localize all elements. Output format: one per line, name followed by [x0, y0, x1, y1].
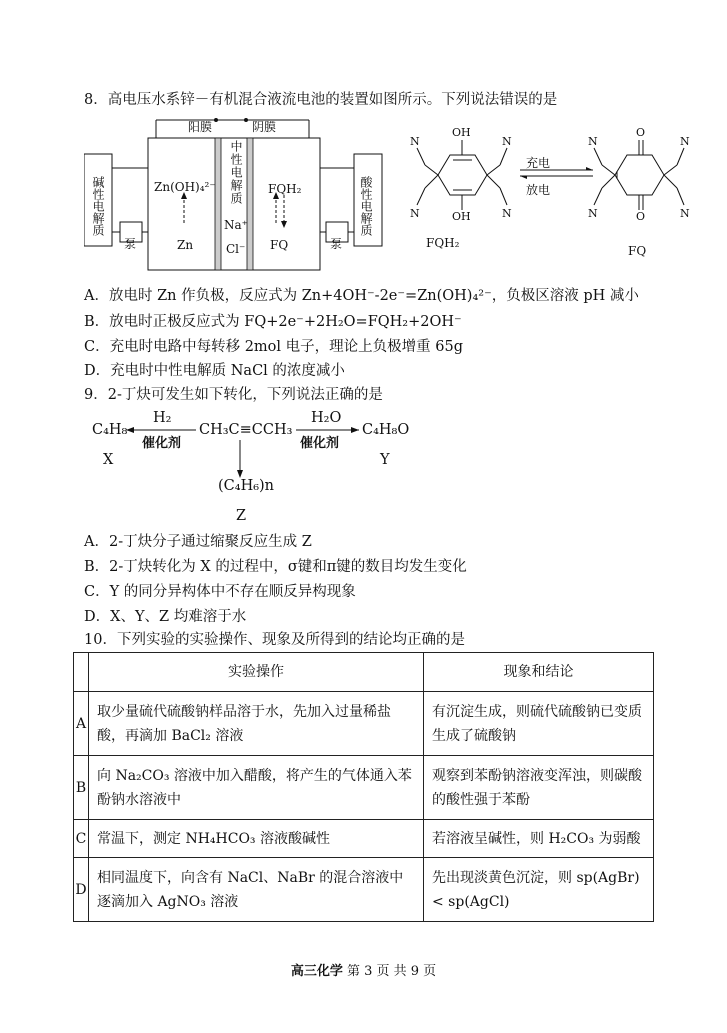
table-row	[74, 820, 654, 858]
q10-stem: 10．下列实验的实验操作、现象及所得到的结论均正确的是	[84, 632, 465, 648]
q8-stem: 8．高电压水系锌－有机混合液流电池的装置如图所示。下列说法错误的是	[84, 92, 558, 108]
zinc-label: Zn	[177, 238, 194, 252]
table-row	[74, 858, 654, 922]
h2-reagent: H₂	[153, 410, 172, 426]
row-operation: 取少量硫代硫酸钠样品溶于水，先加入过量稀盐酸，再滴加 BaCl₂ 溶液	[89, 692, 424, 756]
n-label-4: N	[502, 207, 512, 220]
catalyst-left: 催化剂	[142, 436, 182, 451]
z-label: Z	[236, 508, 247, 524]
row-label: D	[74, 858, 89, 922]
n-label-7: N	[588, 207, 598, 220]
right-pump-label: 泵	[330, 237, 343, 251]
q9-scheme-arrows	[84, 400, 424, 490]
fqh2-cell-label: FQH₂	[268, 182, 302, 196]
x-label: X	[103, 452, 114, 468]
table-header-row	[74, 653, 654, 692]
footer-subject: 高三化学	[290, 964, 343, 979]
row-operation: 相同温度下，向含有 NaCl、NaBr 的混合溶液中逐滴加入 AgNO₃ 溶液	[89, 858, 424, 922]
sodium-ion-label: Na⁺	[224, 218, 248, 232]
q9-option-d: D．X、Y、Z 均难溶于水	[84, 609, 247, 625]
page-footer	[0, 960, 727, 979]
experiment-table	[73, 652, 654, 922]
footer-page: 第 3 页 共 9 页	[342, 964, 437, 979]
anion-membrane-label: 阴膜	[252, 120, 277, 134]
n-label-3: N	[410, 207, 420, 220]
q8-option-b: B．放电时正极反应式为 FQ+2e⁻+2H₂O=FQH₂+2OH⁻	[84, 314, 462, 330]
fq-structure-label: FQ	[628, 244, 647, 258]
chloride-ion-label: Cl⁻	[226, 242, 246, 256]
table-row	[74, 756, 654, 820]
row-conclusion: 有沉淀生成，则硫代硫酸钠已变质生成了硫酸钠	[424, 692, 654, 756]
y-formula: C₄H₈O	[362, 422, 410, 438]
n-label-1: N	[410, 135, 420, 148]
n-label-2: N	[502, 135, 512, 148]
header-conclusion: 现象和结论	[424, 653, 654, 692]
y-label: Y	[380, 452, 390, 468]
zincate-label: Zn(OH)₄²⁻	[154, 180, 216, 194]
n-label-6: N	[680, 135, 690, 148]
header-blank	[74, 653, 89, 692]
q8-option-d: D．充电时中性电解质 NaCl 的浓度减小	[84, 363, 345, 379]
q9-stem: 9．2-丁炔可发生如下转化，下列说法正确的是	[84, 387, 383, 403]
row-operation: 常温下，测定 NH₄HCO₃ 溶液酸碱性	[89, 820, 424, 858]
n-label-5: N	[588, 135, 598, 148]
row-label: C	[74, 820, 89, 858]
row-operation: 向 Na₂CO₃ 溶液中加入醋酸，将产生的气体通入苯酚钠水溶液中	[89, 756, 424, 820]
row-label: B	[74, 756, 89, 820]
cation-membrane-label: 阳膜	[188, 120, 213, 134]
header-operation: 实验操作	[89, 653, 424, 692]
q8-option-c: C．充电时电路中每转移 2mol 电子，理论上负极增重 65g	[84, 339, 463, 355]
oh-bottom-label: OH	[452, 210, 471, 223]
charge-label: 充电	[526, 156, 551, 170]
n-label-8: N	[680, 207, 690, 220]
q9-option-b: B．2-丁炔转化为 X 的过程中，σ键和π键的数目均发生变化	[84, 559, 467, 575]
table-row	[74, 692, 654, 756]
o-bottom-label: O	[636, 210, 646, 223]
fq-cell-label: FQ	[270, 238, 289, 252]
row-conclusion: 若溶液呈碱性，则 H₂CO₃ 为弱酸	[424, 820, 654, 858]
q9-option-c: C．Y 的同分异构体中不存在顺反异构现象	[84, 584, 356, 600]
oh-top-label: OH	[452, 126, 471, 139]
catalyst-right: 催化剂	[300, 436, 340, 451]
middle-electrolyte-label: 中性电解质	[229, 140, 243, 205]
q8-option-a: A．放电时 Zn 作负极，反应式为 Zn+4OH⁻-2e⁻=Zn(OH)₄²⁻，负极区溶液 pH 减小	[84, 288, 639, 304]
q9-option-a: A．2-丁炔分子通过缩聚反应生成 Z	[84, 534, 312, 550]
right-tank-label: 酸性电解质	[359, 176, 373, 236]
row-label: A	[74, 692, 89, 756]
row-conclusion: 观察到苯酚钠溶液变浑浊，则碳酸的酸性强于苯酚	[424, 756, 654, 820]
x-formula: C₄H₈	[92, 422, 128, 438]
row-conclusion: 先出现淡黄色沉淀，则 sp(AgBr)< sp(AgCl)	[424, 858, 654, 922]
fqh2-structure-label: FQH₂	[426, 236, 460, 250]
discharge-label: 放电	[526, 183, 551, 197]
h2o-reagent: H₂O	[311, 410, 342, 426]
left-tank-label: 碱性电解质	[91, 176, 105, 236]
left-pump-label: 泵	[124, 237, 137, 251]
z-formula: (C₄H₆)n	[218, 478, 275, 494]
o-top-label: O	[636, 126, 646, 139]
center-compound: CH₃C≡CCH₃	[199, 422, 293, 438]
